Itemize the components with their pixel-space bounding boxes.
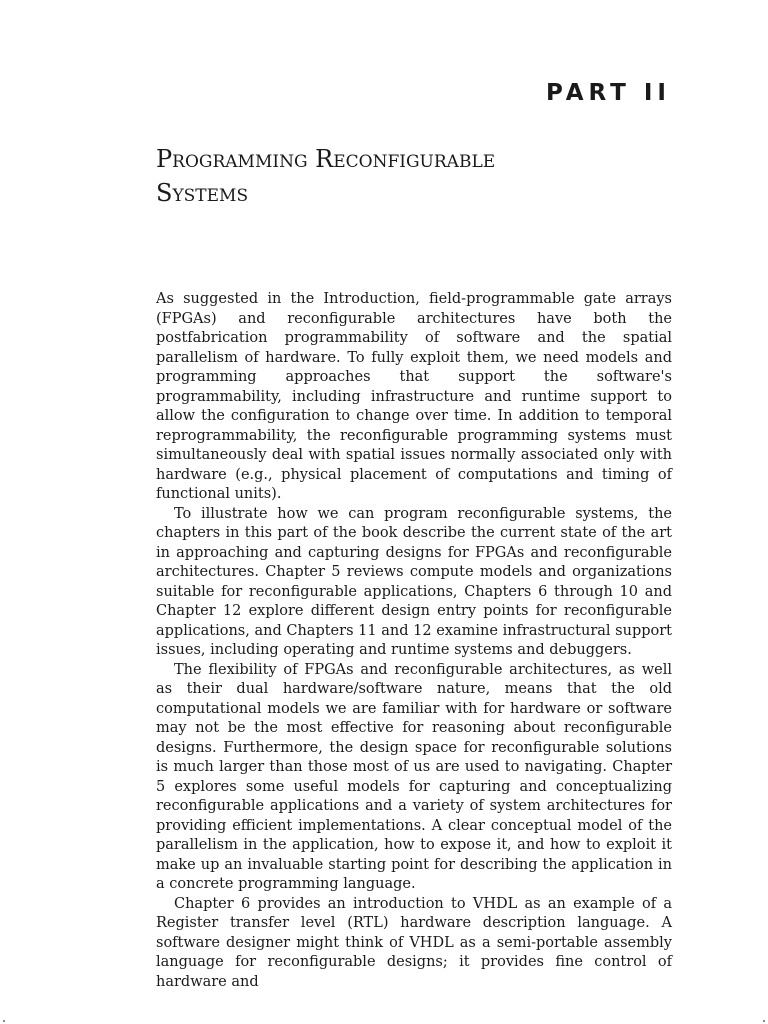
paragraph: To illustrate how we can program reconfigurable systems, the chapters in this part of the book describe the current state of the art in approaching and capturing designs for FPGAs and reconfigurable architectures. Chapter 5 reviews compute models and organizations suitable for reconfigurable applications, Chapters 6 through 10 and Chapter 12 explore different design entry points for reconfigurable applications, and Chapters 11 and 12 examine infrastructural support issues, including operating and runtime systems and debuggers.	[156, 505, 672, 658]
page-title-line2: Systems	[156, 179, 249, 207]
paragraph: The flexibility of FPGAs and reconfigurable architectures, as well as their dual hardware/software nature, means that the old computational models we are familiar with for hardware or software may not be the most effective for reasoning about reconfigurable designs. Furthermore, the design space for reconfigurable solutions is much larger than those most of us are used to navigating. Chapter 5 explores some useful models for capturing and conceptualizing reconfigurable applications and a variety of system architectures for providing efficient implementations. A clear conceptual model of the parallelism in the application, how to expose it, and how to exploit it make up an invaluable starting point for describing the application in a concrete programming language.	[156, 661, 672, 892]
scan-mark	[763, 1020, 765, 1022]
page-title-line1: Programming Reconfigurable	[156, 145, 496, 173]
body-text	[156, 290, 672, 992]
scan-mark	[3, 1020, 5, 1022]
paragraph: Chapter 6 provides an introduction to VHDL as an example of a Register transfer level (RTL) hardware description language. A software designer might think of VHDL as a semi-portable assembly language for reconfigurable designs; it provides fine control of hardware and	[156, 895, 672, 990]
paragraph: As suggested in the Introduction, field-programmable gate arrays (FPGAs) and reconfigurable architectures have both the postfabrication programmability of software and the spatial parallelism of hardware. To fully exploit them, we need models and programming approaches that support the software's programmability, including infrastructure and runtime support to allow the configuration to change over time. In addition to temporal reprogrammability, the reconfigurable programming systems must simultaneously deal with spatial issues normally associated only with hardware (e.g., physical placement of computations and timing of functional units).	[156, 291, 672, 502]
page-title	[156, 142, 676, 210]
part-label: PART II	[545, 80, 671, 106]
